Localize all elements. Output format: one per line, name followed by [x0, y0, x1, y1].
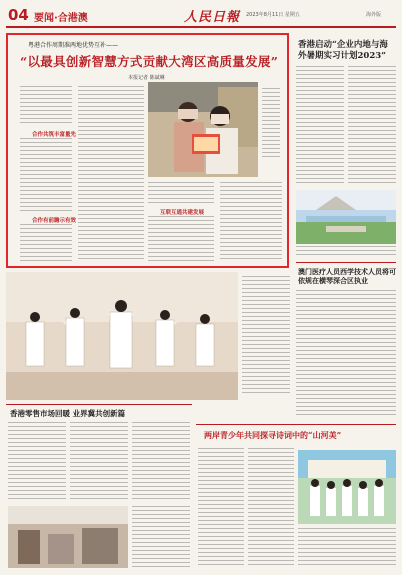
divider	[296, 262, 396, 263]
body-text	[296, 290, 396, 418]
masthead-logo: 人民日報	[184, 10, 241, 25]
body-text	[20, 224, 72, 262]
body-text	[20, 86, 72, 126]
article-headline[interactable]: 香港零售市场回暖 业界冀共创新篇	[10, 409, 126, 418]
subhead: 合作有前瞻示有效	[32, 218, 77, 224]
issue-date: 2023年8月11日 星期五	[246, 12, 300, 18]
subhead: 互联互通共建发展	[160, 210, 205, 216]
article-headline[interactable]: 两岸青少年共同探寻诗词中的“山河美”	[204, 430, 342, 440]
article-byline: 本报记者 陈斌琳	[128, 75, 165, 81]
body-text	[148, 182, 214, 204]
article-photo	[148, 82, 258, 177]
photo-caption	[262, 88, 280, 160]
body-text	[20, 138, 72, 212]
page-number: 04	[8, 6, 29, 24]
body-text	[8, 422, 66, 502]
store-photo	[8, 506, 128, 568]
photo-caption	[242, 276, 290, 396]
article-photo	[296, 190, 396, 244]
body-text	[132, 422, 190, 502]
dance-photo	[6, 272, 238, 400]
photo-caption	[132, 506, 190, 568]
section-title: 要闻·合港澳	[34, 13, 88, 24]
divider	[6, 404, 192, 405]
subhead: 合作共筑丰富量先	[32, 132, 77, 138]
body-text	[298, 528, 396, 568]
body-text	[220, 182, 282, 262]
body-text	[296, 66, 344, 186]
event-photo	[298, 450, 396, 524]
page-header	[6, 4, 396, 28]
body-text	[78, 86, 144, 262]
body-text	[70, 422, 128, 502]
article-headline[interactable]: “以最具创新智慧方式贡献大湾区高质量发展”	[20, 54, 279, 69]
article-headline[interactable]: 香港启动“企业内地与海外暑期实习计划2023”	[298, 40, 388, 61]
edition-label: 海外版	[366, 12, 382, 18]
photo-caption	[296, 246, 396, 258]
body-text	[348, 66, 396, 186]
body-text	[198, 448, 244, 568]
article-kicker: 粤港合作周期准两地优势互补——	[28, 42, 119, 49]
body-text	[248, 448, 294, 568]
body-text	[148, 216, 214, 262]
article-headline[interactable]: 澳门医疗人员西学技术人员将可依规在横琴深合区执业	[298, 267, 396, 285]
divider	[196, 424, 396, 425]
